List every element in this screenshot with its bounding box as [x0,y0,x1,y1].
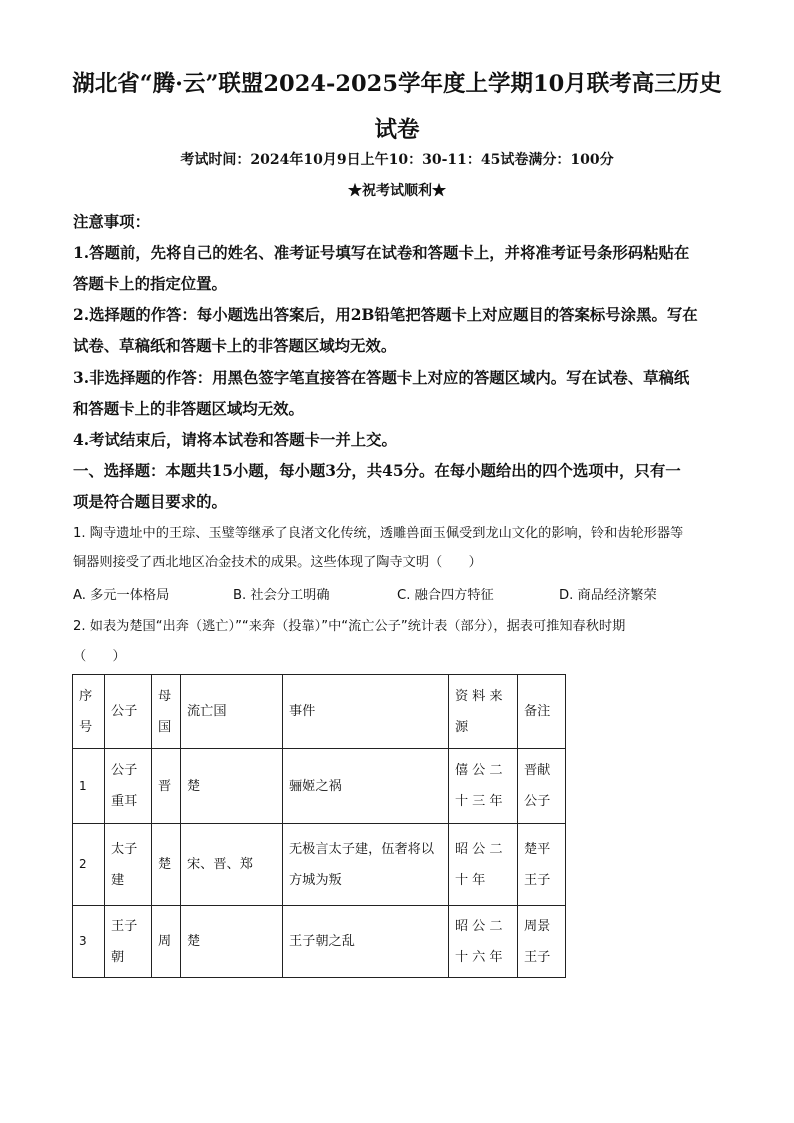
cell-exile-state: 楚 [181,906,283,978]
note-line: 4.考试结束后，请将本试卷和答题卡一并上交。 [73,431,397,449]
cell-event: 王子朝之乱 [283,906,449,978]
cell-event: 无极言太子建，伍奢将以方城为叛 [283,824,449,906]
good-luck-banner: ★祝考试顺利★ [348,183,446,199]
page-title: 湖北省“腾·云”联盟2024-2025学年度上学期10月联考高三历史 [72,71,722,97]
note-line: 2.选择题的作答：每小题选出答案后，用2B铅笔把答题卡上对应题目的答案标号涂黑。写在 [73,306,698,324]
cell-index: 1 [73,749,105,824]
question-1-option-c: C. 融合四方特征 [397,588,494,603]
exam-info: 考试时间：2024年10月9日上午10：30-11：45试卷满分：100分 [180,152,614,168]
note-line: 1.答题前，先将自己的姓名、准考证号填写在试卷和答题卡上，并将准考证号条形码粘贴在 [73,244,690,262]
note-line: 答题卡上的指定位置。 [73,275,227,293]
question-1-stem-continued: 铜器则接受了西北地区冶金技术的成果。这些体现了陶寺文明（ ） [73,555,482,570]
cell-prince: 太子建 [105,824,152,906]
question-1-option-b: B. 社会分工明确 [233,588,330,603]
exile-statistics-table [72,674,566,978]
section-heading: 一、选择题：本题共15小题，每小题3分，共45分。在每小题给出的四个选项中，只有一 [73,462,681,480]
table-row [73,906,566,978]
header-cell-event: 事件 [283,675,449,749]
section-heading-continued: 项是符合题目要求的。 [73,493,227,511]
cell-prince: 公子重耳 [105,749,152,824]
notes-heading: 注意事项： [73,213,150,231]
cell-prince: 王子朝 [105,906,152,978]
cell-exile-state: 宋、晋、郑 [181,824,283,906]
note-line: 3.非选择题的作答：用黑色签字笔直接答在答题卡上对应的答题区域内。写在试卷、草稿纸 [73,369,690,387]
question-1-option-d: D. 商品经济繁荣 [559,588,657,603]
cell-home-state: 周 [152,906,181,978]
cell-source: 昭公二十年 [449,824,518,906]
cell-home-state: 楚 [152,824,181,906]
question-2-stem-continued: （ ） [73,649,126,664]
cell-remark: 晋献公子 [518,749,566,824]
question-1-stem: 1. 陶寺遗址中的王琮、玉璧等继承了良渚文化传统，透雕兽面玉佩受到龙山文化的影响，铃和齿轮形器等 [73,526,684,541]
page-title-continued: 试卷 [374,117,420,143]
header-cell-home-state: 母国 [152,675,181,749]
header-cell-index: 序号 [73,675,105,749]
header-cell-source: 资料来源 [449,675,518,749]
cell-source: 昭公二十六年 [449,906,518,978]
cell-index: 2 [73,824,105,906]
question-1-option-a: A. 多元一体格局 [73,588,170,603]
cell-source: 僖公二十三年 [449,749,518,824]
cell-remark: 周景王子 [518,906,566,978]
cell-index: 3 [73,906,105,978]
cell-exile-state: 楚 [181,749,283,824]
note-line: 和答题卡上的非答题区域均无效。 [73,400,304,418]
header-cell-exile-state: 流亡国 [181,675,283,749]
cell-event: 骊姬之祸 [283,749,449,824]
note-line: 试卷、草稿纸和答题卡上的非答题区域均无效。 [73,337,397,355]
question-2-stem: 2. 如表为楚国“出奔（逃亡）”“来奔（投靠）”中“流亡公子”统计表（部分），据表可推知春秋时期 [73,619,626,634]
table-header-row [73,675,566,749]
header-cell-remark: 备注 [518,675,566,749]
cell-home-state: 晋 [152,749,181,824]
table-row [73,824,566,906]
cell-remark: 楚平王子 [518,824,566,906]
table-row [73,749,566,824]
header-cell-prince: 公子 [105,675,152,749]
